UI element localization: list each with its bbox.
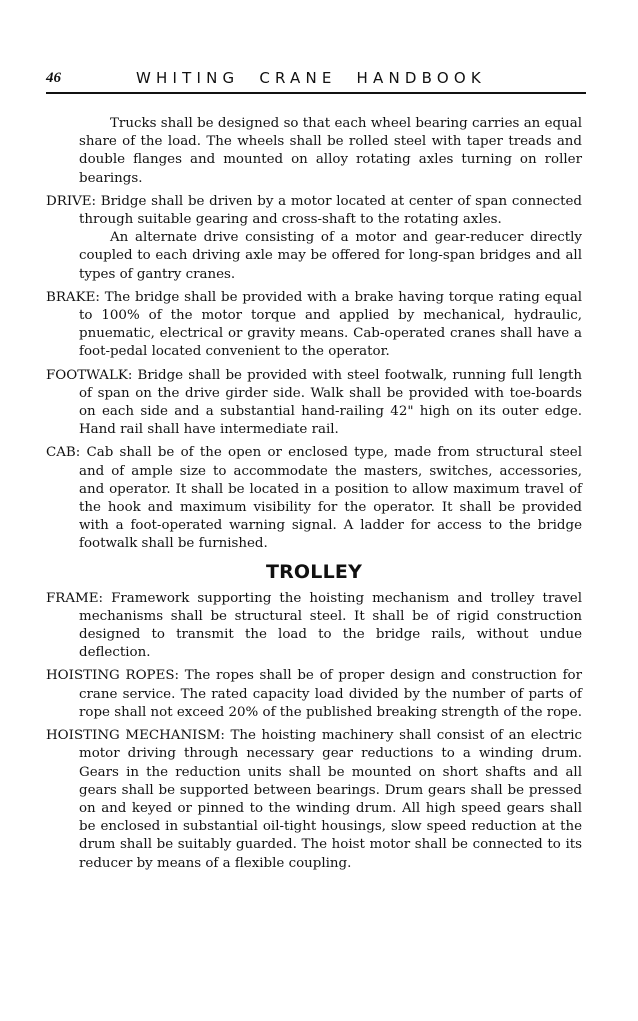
paragraph-brake: BRAKE: The bridge shall be provided with a brake having torque rating equal to 100% of the motor torque and applied by mechanical, hydraulic, pnuematic, electrical or gravity means. Cab-operated cranes shall have a foot-pedal located convenient to the operator. [46, 289, 582, 360]
paragraph-drive-alternate: An alternate drive consisting of a motor and gear-reducer directly coupled to each driving axle may be offered for long-span bridges and all types of gantry cranes. [79, 230, 582, 282]
section-heading-trolley: TROLLEY [265, 560, 363, 583]
page-number: 46 [46, 70, 61, 86]
paragraph-drive: DRIVE: Bridge shall be driven by a motor located at center of span connected through suitable gearing and cross-shaft to the rotating axles. [46, 193, 582, 228]
paragraph-footwalk: FOOTWALK: Bridge shall be provided with steel footwalk, running full length of span on the drive girder side. Walk shall be provided with toe-boards on each side and a substantial hand-railing 42" high on its outer edge. Hand rail shall have intermediate rail. [46, 367, 582, 438]
page-header [46, 68, 586, 94]
page-body [46, 115, 582, 873]
paragraph-trucks: Trucks shall be designed so that each wheel bearing carries an equal share of the load. The wheels shall be rolled steel with taper treads and double flanges and mounted on alloy rotating axles turning on roller bearings. [79, 116, 582, 186]
paragraph-hoisting-mechanism: HOISTING MECHANISM: The hoisting machinery shall consist of an electric motor driving through necessary gear reductions to a winding drum. Gears in the reduction units shall be mounted on short shafts and all gears shall be supported between bearings. Drum gears shall be pressed on and keyed or pinned to the winding drum. All high speed gears shall be enclosed in substantial oil-tight housings, slow speed reduction at the drum shall be suitably guarded. The hoist motor shall be connected to its reducer by means of a flexible coupling. [46, 728, 582, 871]
paragraph-cab: CAB: Cab shall be of the open or enclosed type, made from structural steel and of ample size to accommodate the masters, switches, accessories, and operator. It shall be located in a position to allow maximum travel of the hook and maximum visibility for the operator. It shall be provided with a foot-operated warning signal. A ladder for access to the bridge footwalk shall be furnished. [46, 445, 582, 552]
paragraph-hoisting-ropes: HOISTING ROPES: The ropes shall be of proper design and construction for crane service. The rated capacity load divided by the number of parts of rope shall not exceed 20% of the published breaking strength of the rope. [46, 668, 582, 720]
paragraph-frame: FRAME: Framework supporting the hoisting mechanism and trolley travel mechanisms shall be structural steel. It shall be of rigid construction designed to transmit the load to the bridge rails, without undue deflection. [46, 590, 582, 661]
running-title: WHITING CRANE HANDBOOK [136, 69, 486, 87]
